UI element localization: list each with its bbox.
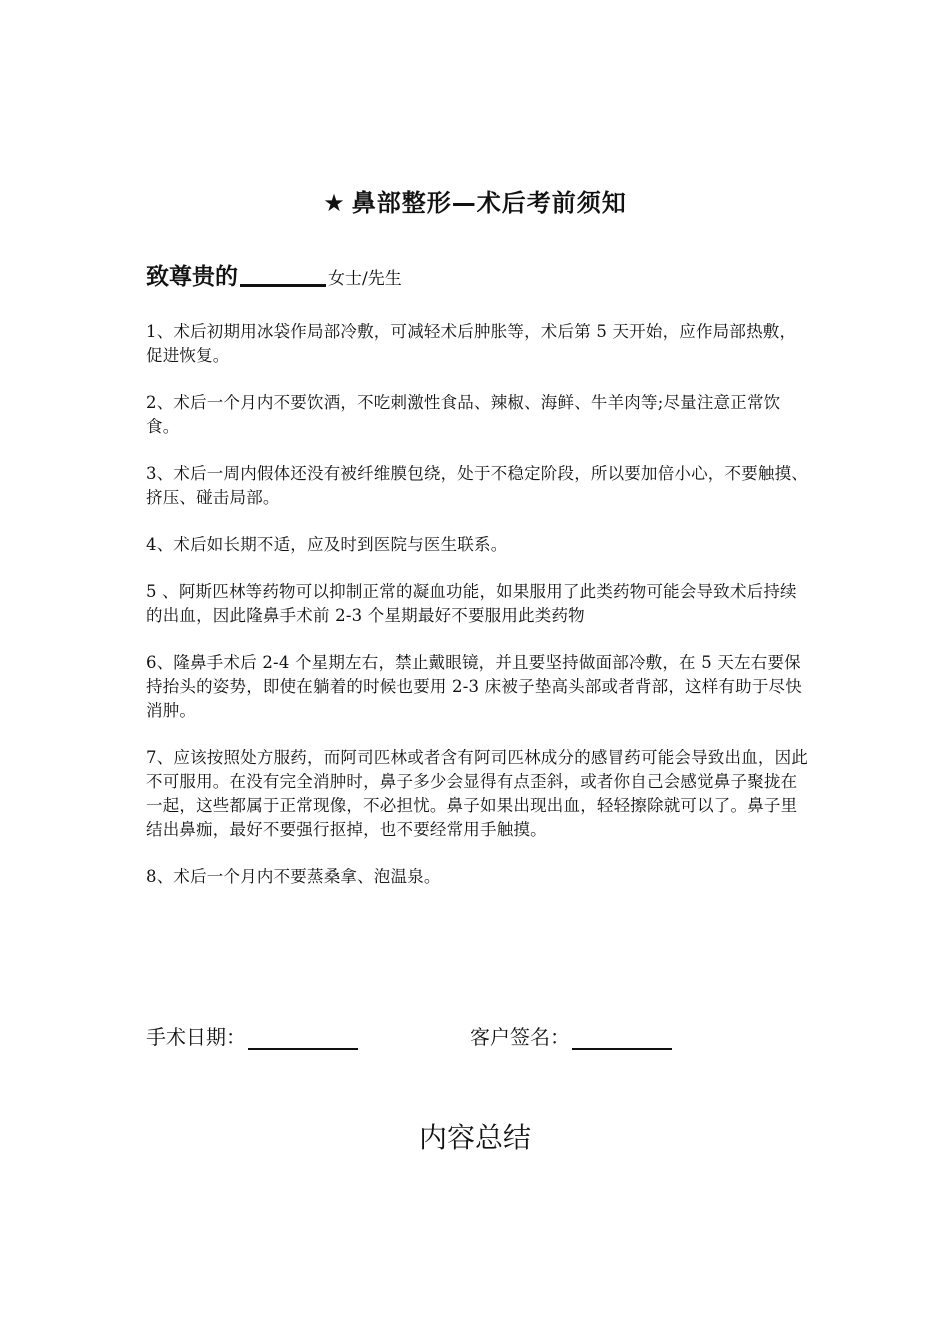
instruction-item: 4、术后如长期不适，应及时到医院与医生联系。 (146, 535, 508, 554)
instruction-item: 3、术后一周内假体还没有被纤维膜包绕，处于不稳定阶段，所以要加倍小心，不要触摸、挤压、碰击局部。 (146, 464, 808, 507)
instruction-item: 6、隆鼻手术后 2-4 个星期左右，禁止戴眼镜，并且要坚持做面部冷敷，在 5 天左右要保持抬头的姿势，即使在躺着的时候也要用 2-3 床被子垫高头部或者背部，这样有助于尽快消肿。 (146, 653, 802, 720)
greeting-text: 致尊贵的 (146, 264, 238, 290)
instruction-list (146, 320, 808, 912)
instruction-item: 2、术后一个月内不要饮酒，不吃刺激性食品、辣椒、海鲜、牛羊肉等;尽量注意正常饮食。 (146, 393, 781, 436)
greeting-suffix: 女士/先生 (328, 269, 402, 289)
signature-label: 客户签名： (470, 1025, 570, 1049)
instruction-item: 1、术后初期用冰袋作局部冷敷，可减轻术后肿胀等，术后第 5 天开始，应作局部热敷，促进恢复。 (146, 322, 797, 365)
summary-heading: 内容总结 (418, 1121, 531, 1154)
surgery-date-label: 手术日期： (146, 1025, 246, 1049)
title-text: 鼻部整形—术后考前须知 (351, 189, 627, 217)
signature-field (470, 1021, 672, 1050)
instruction-item: 5 、阿斯匹林等药物可以抑制正常的凝血功能，如果服用了此类药物可能会导致术后持续的出血，因此隆鼻手术前 2-3 个星期最好不要服用此类药物 (146, 582, 797, 625)
surgery-date-blank (248, 1028, 358, 1050)
name-blank (240, 264, 326, 287)
star-icon: ★ (323, 189, 346, 217)
surgery-date-field (146, 1021, 358, 1050)
document-title (0, 183, 950, 218)
greeting-line (146, 258, 402, 291)
instruction-item: 8、术后一个月内不要蒸桑拿、泡温泉。 (146, 867, 441, 886)
signature-blank (572, 1028, 672, 1050)
instruction-item: 7、应该按照处方服药，而阿司匹林或者含有阿司匹林成分的感冒药可能会导致出血，因此不可服用。在没有完全消肿时，鼻子多少会显得有点歪斜，或者你自己会感觉鼻子聚拢在一起，这些都属于正常现像，不必担忧。鼻子如果出现出血，轻轻擦除就可以了。鼻子里结出鼻痂，最好不要强行抠掉，也不要经常用手触摸。 (146, 748, 808, 839)
